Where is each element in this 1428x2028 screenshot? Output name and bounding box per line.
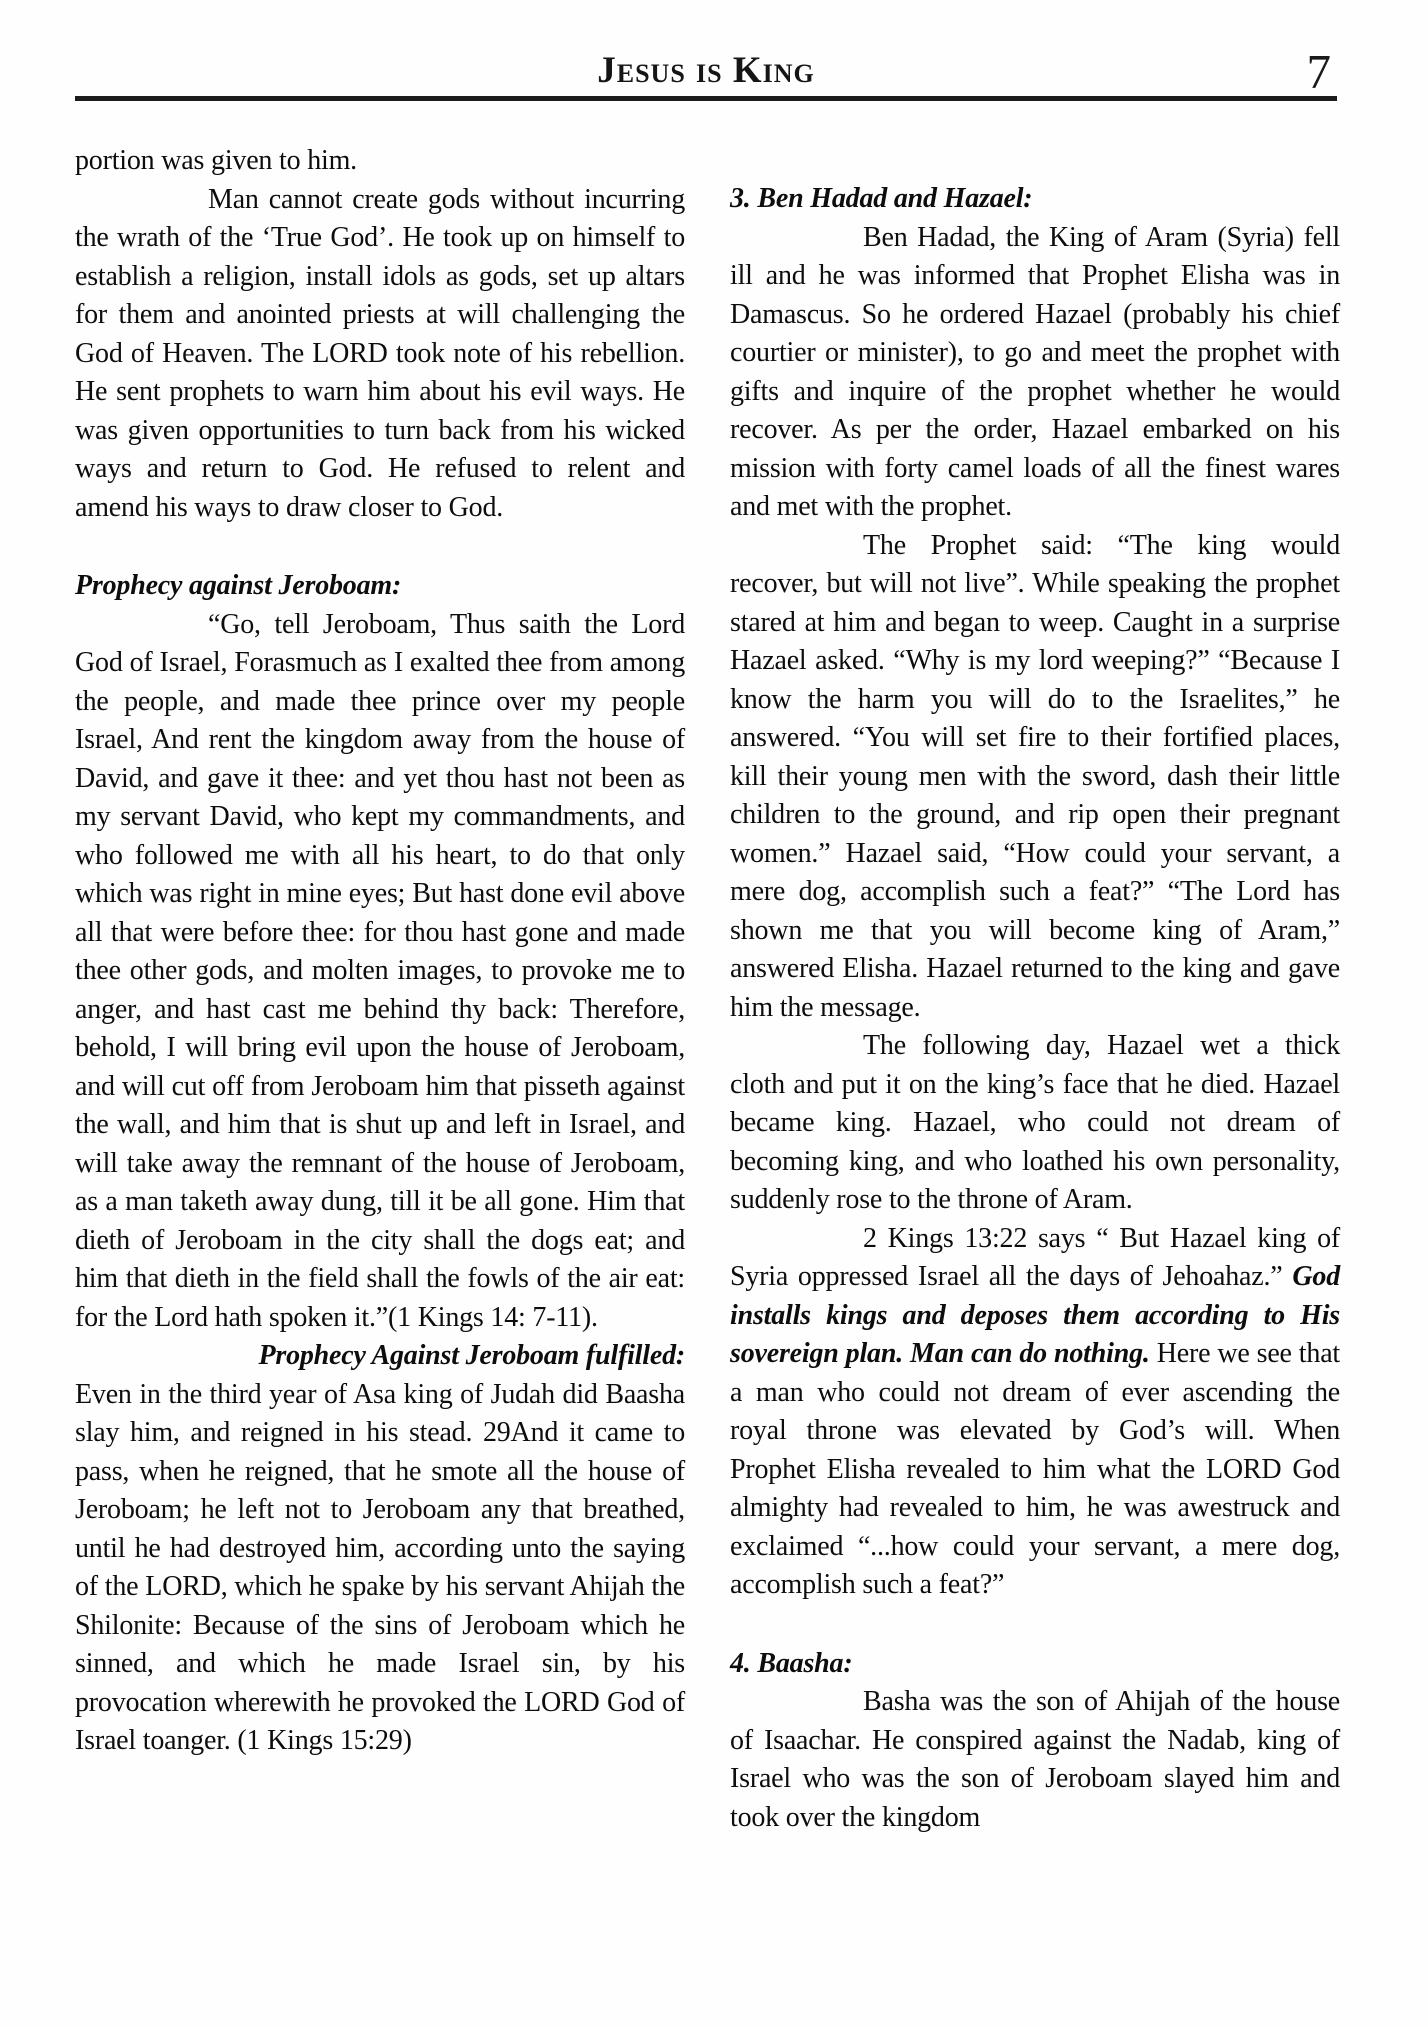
god-installs-kings-emphasis: God installs kings and deposes them according to His sovereign plan. Man can do nothing. [730,1261,1340,1369]
heading-prophecy-against-jeroboam: Prophecy against Jeroboam: [75,570,402,601]
paragraph-prophecy-quote: “Go, tell Jeroboam, Thus saith the Lord God of Israel, Forasmuch as I exalted thee from among the people, and made thee prince over my people Israel, And rent the kingdom away from the house of David, and gave it thee: and yet thou hast not been as my servant David, who kept my commandments, and who followed me with all his heart, to do that only which was right in mine eyes; But hast done evil above all that were before thee: for thou hast gone and made thee other gods, and molten images, to provoke me to anger, and hast cast me behind thy back: Therefore, behold, I will bring evil upon the house of Jeroboam, and will cut off from Jeroboam him that pisseth against the wall, and him that is shut up and left in Israel, and will take away the remnant of the house of Jeroboam, as a man taketh away dung, till it be all gone. Him that dieth of Jeroboam in the city shall the dogs eat; and him that dieth in the field shall the fowls of the air eat: for the Lord hath spoken it.”(1 Kings 14: 7-11). [75,608,685,1333]
paragraph-continuation: portion was given to him. [75,145,357,176]
paragraph-baasha: Basha was the son of Ahijah of the house of Isaachar. He conspired against the Nadab, king of Israel who was the son of Jeroboam slayed him and took over the kingdom [730,1686,1340,1833]
two-column-body [75,142,1340,1837]
paragraph-man-cannot: Man cannot create gods without incurring the wrath of the ‘True God’. He took up on himself to establish a religion, install idols as gods, set up altars for them and anointed priests at will challenging the God of Heaven. The LORD took note of his rebellion. He sent prophets to warn him about his evil ways. He was given opportunities to turn back from his wicked ways and return to God. He refused to relent and amend his ways to draw closer to God. [75,183,685,523]
heading-baasha: 4. Baasha: [730,1647,853,1679]
right-column [730,142,1340,1837]
heading-prophecy-fulfilled: Prophecy Against Jeroboam fulfilled: [258,1340,685,1371]
kings-quote-rest: Here we see that a man who could not dream of ever ascending the royal throne was elevated by God’s will. When Prophet Elisha revealed to him what the LORD God almighty had revealed to him, he was awestruck and exclaimed “...how could your servant, a mere dog, accomplish such a feat?” [730,1338,1340,1600]
running-title: Jesus is King [597,50,815,91]
paragraph-prophet-said: The Prophet said: “The king would recover, but will not live”. While speaking the prophet stared at him and began to weep. Caught in a surprise Hazael asked. “Why is my lord weeping?” “Because I know the harm you will do to the Israelites,” he answered. “You will set fire to their fortified places, kill their young men with the sword, dash their little children to the ground, and rip open their pregnant women.” Hazael said, “How could your servant, a mere dog, accomplish such a feat?” “The Lord has shown me that you will become king of Aram,” answered Elisha. Hazael returned to the king and gave him the message. [730,529,1340,1023]
kings-quote-text: 2 Kings 13:22 says “ But Hazael king of Syria oppressed Israel all the days of Jehoahaz.” [730,1222,1340,1292]
heading-ben-hadad-and-hazael: 3. Ben Hadad and Hazael: [730,183,1033,214]
paragraph-following-day: The following day, Hazael wet a thick cloth and put it on the king’s face that he died. Hazael became king. Hazael, who could not dream of becoming king, and who loathed his own personality, suddenly rose to the throne of Aram. [730,1030,1340,1215]
paragraph-prophecy-fulfilled: Even in the third year of Asa king of Judah did Baasha slay him, and reigned in his stead. 29And it came to pass, when he reigned, that he smote all the house of Jeroboam; he left not to Jeroboam any that breathed, until he had destroyed him, according unto the saying of the LORD, which he spake by his servant Ahijah the Shilonite: Because of the sins of Jeroboam which he sinned, and which he made Israel sin, by his provocation wherewith he provoked the LORD God of Israel toanger. (1 Kings 15:29) [75,1378,685,1756]
page-number: 7 [1306,44,1331,99]
left-column [75,142,685,1837]
paragraph-ben-hadad: Ben Hadad, the King of Aram (Syria) fell ill and he was informed that Prophet Elisha was in Damascus. So he ordered Hazael (probably his chief courtier or minister), to go and meet the prophet with gifts and inquire of the prophet whether he would recover. As per the order, Hazael embarked on his mission with forty camel loads of all the finest wares and met with the prophet. [730,221,1340,522]
page-header [75,36,1337,101]
paragraph-kings-13-22 [730,1220,1340,1605]
